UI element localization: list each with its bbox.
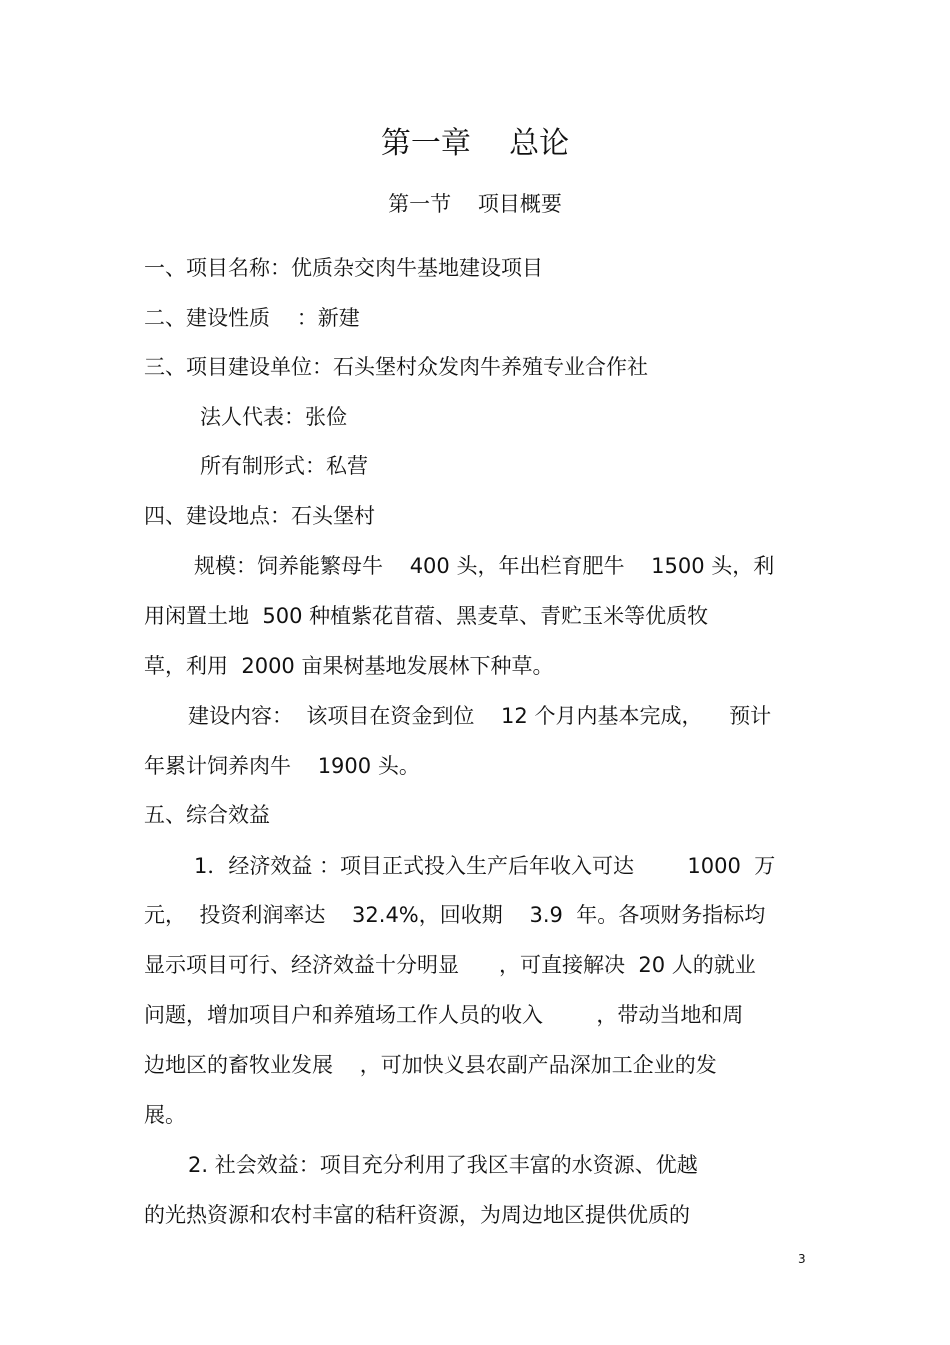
- social-line: 的光热资源和农村丰富的秸秆资源，为周边地区提供优质的: [144, 1203, 690, 1227]
- item-legal-rep: 法人代表：张俭: [200, 405, 347, 429]
- economic-line: 1．经济效益 ：项目正式投入生产后年收入可达 1000 万: [194, 854, 776, 878]
- scale-line: 草，利用 2000 亩果树基地发展林下种草。: [144, 654, 554, 678]
- scale-line: 用闲置土地 500 种植紫花苜蓿、黑麦草、青贮玉米等优质牧: [144, 604, 709, 628]
- page-number: 3: [798, 1252, 806, 1266]
- item-project-name: 一、项目名称：优质杂交肉牛基地建设项目: [144, 256, 543, 280]
- content-line: 建设内容： 该项目在资金到位 12 个月内基本完成， 预计: [188, 704, 772, 728]
- scale-line: 规模：饲养能繁母牛 400 头，年出栏育肥牛 1500 头，利: [194, 554, 775, 578]
- economic-line: 边地区的畜牧业发展 ，可加快义县农副产品深加工企业的发: [144, 1053, 717, 1077]
- economic-line: 展。: [144, 1103, 186, 1127]
- benefits-heading: 五、综合效益: [144, 803, 270, 827]
- item-unit: 三、项目建设单位：石头堡村众发肉牛养殖专业合作社: [144, 355, 648, 379]
- item-ownership: 所有制形式：私营: [200, 454, 368, 478]
- economic-line: 问题，增加项目户和养殖场工作人员的收入 ，带动当地和周: [144, 1003, 744, 1027]
- section-title: 第一节 项目概要: [388, 192, 562, 216]
- item-location: 四、建设地点：石头堡村: [144, 504, 375, 528]
- economic-line: 显示项目可行、经济效益十分明显 ，可直接解决 20 人的就业: [144, 953, 756, 977]
- item-nature: 二、建设性质 ：新建: [144, 306, 360, 330]
- chapter-title: 第一章 总论: [380, 126, 570, 161]
- social-line: 2. 社会效益：项目充分利用了我区丰富的水资源、优越: [188, 1153, 698, 1177]
- content-line: 年累计饲养肉牛 1900 头。: [144, 754, 420, 778]
- economic-line: 元， 投资利润率达 32.4%，回收期 3.9 年。各项财务指标均: [144, 903, 766, 927]
